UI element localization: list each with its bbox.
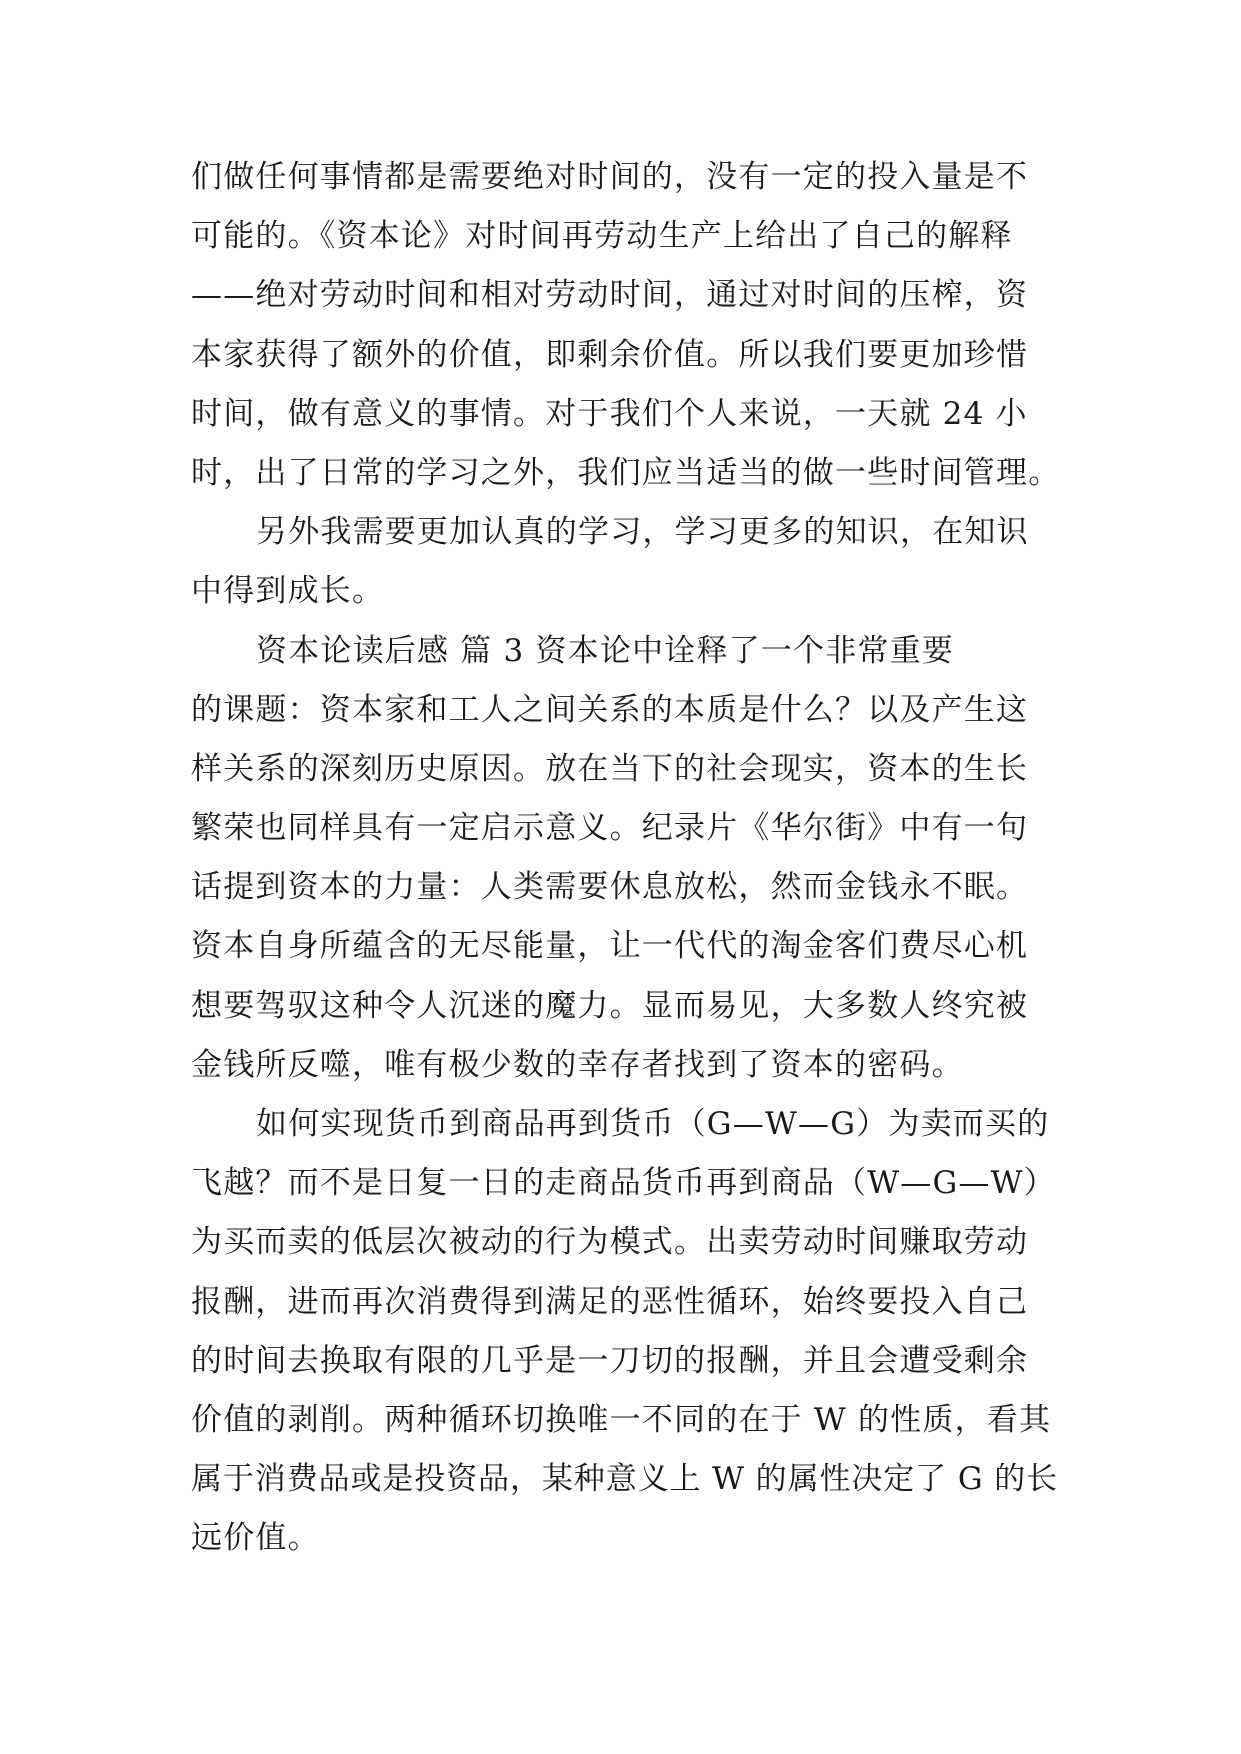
text-line: ——绝对劳动时间和相对劳动时间，通过对时间的压榨，资	[191, 277, 1029, 314]
text-line: 资本论读后感 篇 3 资本论中诠释了一个非常重要	[256, 632, 955, 669]
text-line: 金钱所反噬，唯有极少数的幸存者找到了资本的密码。	[191, 1046, 964, 1083]
text-line: 本家获得了额外的价值，即剩余价值。所以我们要更加珍惜	[191, 336, 1029, 373]
text-line: 话提到资本的力量：人类需要休息放松，然而金钱永不眠。	[191, 869, 1029, 906]
text-line: 们做任何事情都是需要绝对时间的，没有一定的投入量是不	[191, 159, 1029, 195]
text-line: 远价值。	[191, 1520, 320, 1557]
text-line: 样关系的深刻历史原因。放在当下的社会现实，资本的生长	[191, 750, 1029, 787]
text-line: 资本自身所蕴含的无尽能量，让一代代的淘金客们费尽心机	[191, 928, 1029, 965]
text-line: 飞越？而不是日复一日的走商品货币再到商品（W—G—W）	[191, 1165, 1056, 1202]
text-line: 属于消费品或是投资品，某种意义上 W 的属性决定了 G 的长	[191, 1461, 1059, 1498]
text-line: 的课题：资本家和工人之间关系的本质是什么？以及产生这	[191, 691, 1029, 728]
text-line: 如何实现货币到商品再到货币（G—W—G）为卖而买的	[256, 1106, 1050, 1142]
text-line: 想要驾驭这种令人沉迷的魔力。显而易见，大多数人终究被	[191, 987, 1029, 1024]
body-text	[191, 148, 1061, 1569]
text-line: 可能的。《资本论》对时间再劳动生产上给出了自己的解释	[191, 218, 1013, 255]
text-line: 时，出了日常的学习之外，我们应当适当的做一些时间管理。	[191, 454, 1061, 491]
text-line: 价值的剥削。两种循环切换唯一不同的在于 W 的性质，看其	[191, 1401, 1052, 1438]
text-line: 为买而卖的低层次被动的行为模式。出卖劳动时间赚取劳动	[191, 1224, 1029, 1261]
text-line: 繁荣也同样具有一定启示意义。纪录片《华尔街》中有一句	[191, 810, 1029, 847]
text-line: 报酬，进而再次消费得到满足的恶性循环，始终要投入自己	[191, 1283, 1029, 1320]
text-line: 另外我需要更加认真的学习，学习更多的知识，在知识	[256, 514, 1029, 551]
text-line: 时间，做有意义的事情。对于我们个人来说，一天就 24 小	[191, 395, 1028, 432]
text-line: 中得到成长。	[191, 573, 385, 610]
text-line: 的时间去换取有限的几乎是一刀切的报酬，并且会遭受剩余	[191, 1342, 1029, 1379]
